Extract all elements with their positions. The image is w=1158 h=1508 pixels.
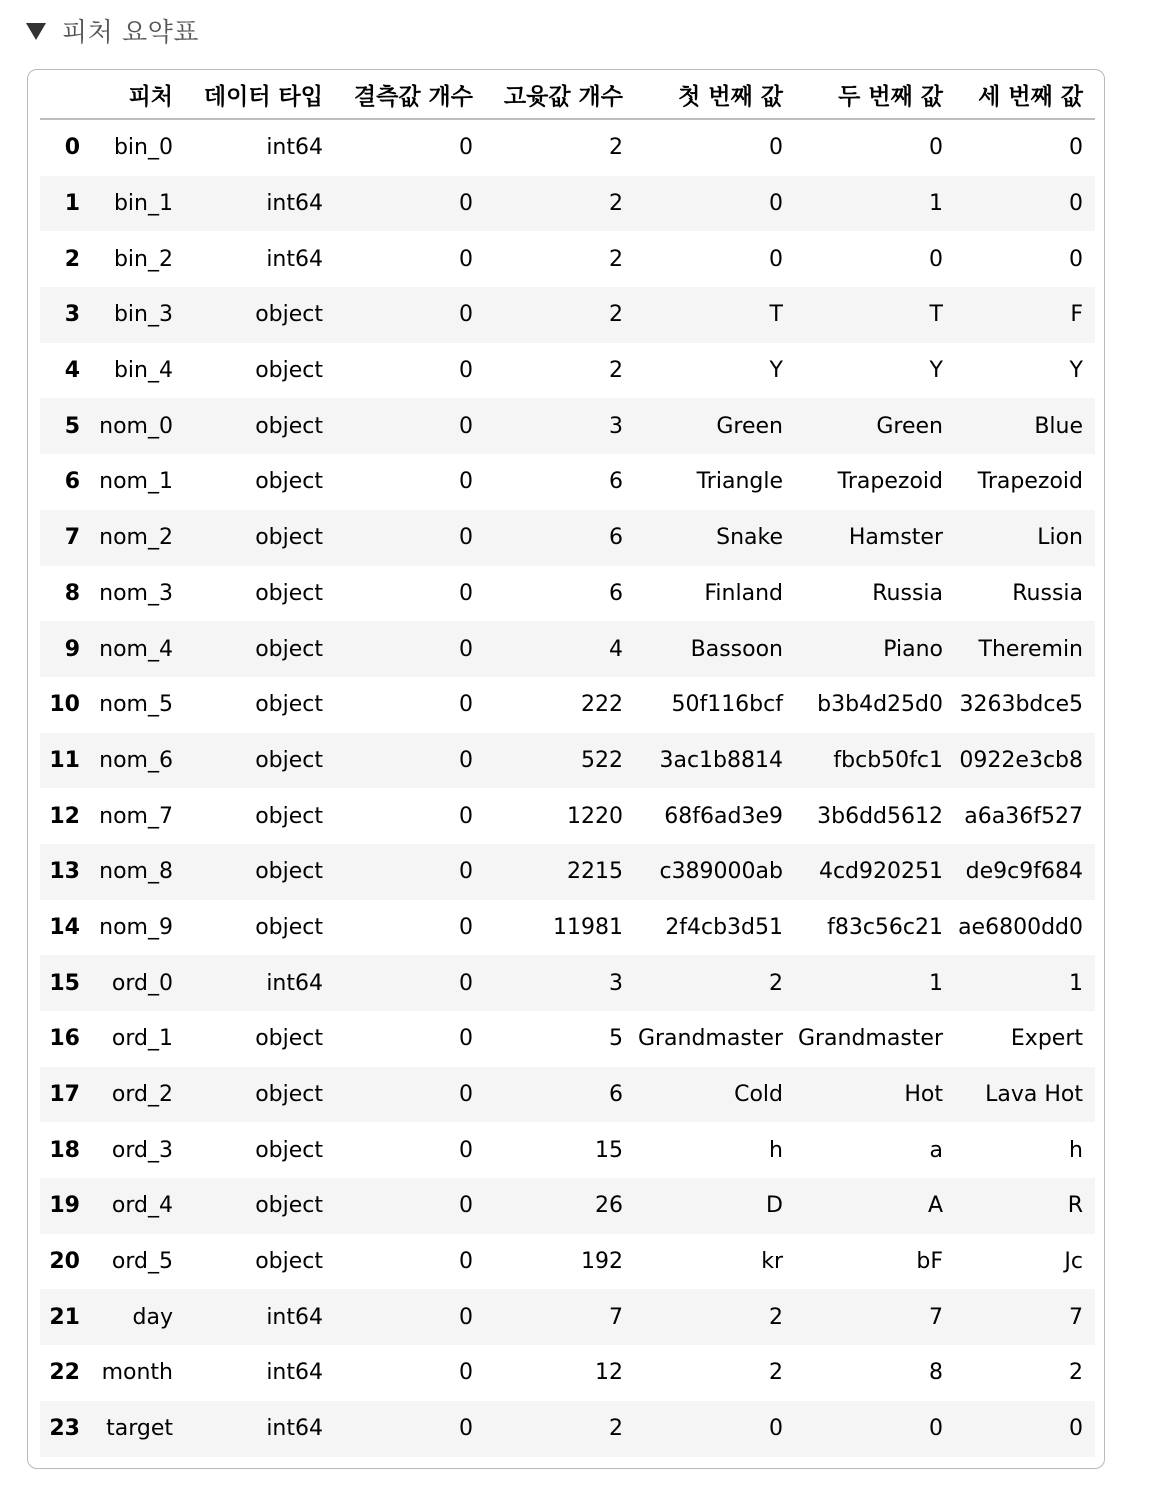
unique-count: 15 (595, 1137, 623, 1163)
second-value: 1 (929, 970, 943, 996)
second-value: 3b6dd5612 (817, 803, 943, 829)
unique-count: 2 (609, 135, 623, 161)
feature-name: ord_4 (111, 1193, 173, 1219)
data-type: int64 (266, 246, 323, 272)
table-row (40, 1401, 1095, 1457)
second-value: bF (916, 1249, 943, 1275)
row-index: 14 (49, 914, 80, 940)
feature-summary-table (40, 70, 1095, 1457)
row-index: 16 (49, 1026, 80, 1052)
data-type: object (255, 747, 323, 773)
second-value: 0 (929, 246, 943, 272)
unique-count: 2 (609, 302, 623, 328)
unique-count: 6 (609, 469, 623, 495)
feature-name: bin_1 (113, 191, 173, 217)
data-type: object (255, 413, 323, 439)
table-row (40, 1067, 1095, 1123)
data-type: object (255, 580, 323, 606)
feature-name: ord_3 (111, 1137, 173, 1163)
first-value: Triangle (696, 469, 783, 495)
second-value: Piano (883, 636, 943, 662)
table-body (40, 119, 1095, 1457)
feature-name: nom_2 (99, 525, 173, 551)
first-value: 2 (769, 1304, 783, 1330)
table-row (40, 733, 1095, 789)
missing-count: 0 (459, 469, 473, 495)
first-value: Finland (704, 580, 783, 606)
table-row (40, 454, 1095, 510)
table-row (40, 677, 1095, 733)
feature-name: bin_2 (113, 246, 173, 272)
unique-count: 2 (609, 246, 623, 272)
first-value: 50f116bcf (671, 692, 783, 718)
table-row (40, 398, 1095, 454)
section-title: 피처 요약표 (62, 17, 199, 48)
unique-count: 6 (609, 580, 623, 606)
third-value: 0 (1069, 191, 1083, 217)
first-value-header: 첫 번째 값 (635, 70, 795, 119)
missing-count: 0 (459, 525, 473, 551)
third-value: Jc (1064, 1249, 1083, 1275)
second-value: f83c56c21 (827, 914, 943, 940)
first-value: 0 (769, 1416, 783, 1442)
feature-name: bin_4 (113, 358, 173, 384)
feature-name: nom_9 (99, 914, 173, 940)
triangle-down-icon (26, 23, 46, 40)
third-value: 0 (1069, 135, 1083, 161)
data-type: object (255, 1193, 323, 1219)
data-type: object (255, 1137, 323, 1163)
data-type: object (255, 636, 323, 662)
second-value-header: 두 번째 값 (795, 70, 955, 119)
unique-count: 192 (581, 1249, 623, 1275)
row-index: 3 (64, 302, 80, 328)
third-value-header: 세 번째 값 (955, 70, 1095, 119)
unique-count: 11981 (553, 914, 623, 940)
data-type: int64 (266, 1416, 323, 1442)
missing-count: 0 (459, 358, 473, 384)
second-value: Hamster (848, 525, 943, 551)
data-type: object (255, 302, 323, 328)
unique-count: 2 (609, 1416, 623, 1442)
feature-name: nom_8 (99, 859, 173, 885)
table-row (40, 1122, 1095, 1178)
row-index: 6 (64, 469, 80, 495)
data-type: object (255, 859, 323, 885)
table-header-row (40, 70, 1095, 119)
row-index: 23 (49, 1416, 80, 1442)
missing-count: 0 (459, 1304, 473, 1330)
feature-name: target (106, 1416, 173, 1442)
row-index: 12 (49, 803, 80, 829)
missing-count: 0 (459, 302, 473, 328)
second-value: 0 (929, 135, 943, 161)
third-value: Russia (1012, 580, 1083, 606)
first-value: Cold (734, 1082, 783, 1108)
first-value: 68f6ad3e9 (664, 803, 783, 829)
feature-name: nom_1 (99, 469, 173, 495)
second-value: Grandmaster (797, 1026, 943, 1052)
feature-name: bin_0 (113, 135, 173, 161)
second-value: b3b4d25d0 (817, 692, 943, 718)
third-value: 0 (1069, 246, 1083, 272)
first-value: 2 (769, 970, 783, 996)
second-value: Hot (904, 1082, 943, 1108)
index-header (40, 70, 92, 119)
second-value: 0 (929, 1416, 943, 1442)
row-index: 8 (64, 580, 80, 606)
first-value: 0 (769, 246, 783, 272)
second-value: fbcb50fc1 (833, 747, 943, 773)
feature-name: month (101, 1360, 173, 1386)
first-value: Grandmaster (637, 1026, 783, 1052)
second-value: a (929, 1137, 943, 1163)
unique-count: 26 (595, 1193, 623, 1219)
unique-count: 4 (609, 636, 623, 662)
second-value: 1 (929, 191, 943, 217)
first-value: 0 (769, 191, 783, 217)
third-value: ae6800dd0 (958, 914, 1083, 940)
second-value: Russia (872, 580, 943, 606)
missing-count: 0 (459, 859, 473, 885)
row-index: 17 (49, 1082, 80, 1108)
missing-count: 0 (459, 1249, 473, 1275)
data-type: int64 (266, 1304, 323, 1330)
third-value: 3263bdce5 (959, 692, 1083, 718)
first-value: 2 (769, 1360, 783, 1386)
feature-name: nom_4 (99, 636, 173, 662)
third-value: Blue (1034, 413, 1083, 439)
table-row (40, 287, 1095, 343)
data-type: object (255, 692, 323, 718)
missing-count: 0 (459, 1416, 473, 1442)
first-value: Snake (716, 525, 783, 551)
data-type: object (255, 358, 323, 384)
row-index: 4 (64, 358, 80, 384)
third-value: R (1067, 1193, 1083, 1219)
third-value: h (1069, 1137, 1083, 1163)
row-index: 9 (64, 636, 80, 662)
missing-count: 0 (459, 1137, 473, 1163)
missing-count: 0 (459, 1193, 473, 1219)
missing-count: 0 (459, 1026, 473, 1052)
first-value: c389000ab (659, 859, 783, 885)
missing-count: 0 (459, 636, 473, 662)
unique-count: 7 (609, 1304, 623, 1330)
row-index: 0 (64, 135, 80, 161)
first-value: T (769, 302, 783, 328)
unique-count: 6 (609, 1082, 623, 1108)
unique-count: 2 (609, 191, 623, 217)
feature-name: nom_3 (99, 580, 173, 606)
second-value: 7 (929, 1304, 943, 1330)
missing-count: 0 (459, 803, 473, 829)
missing-count: 0 (459, 135, 473, 161)
data-type: object (255, 803, 323, 829)
missing-count: 0 (459, 413, 473, 439)
third-value: Trapezoid (977, 469, 1083, 495)
table-row (40, 231, 1095, 287)
first-value: D (766, 1193, 783, 1219)
first-value: Bassoon (690, 636, 783, 662)
unique-count: 3 (609, 970, 623, 996)
third-value: 7 (1069, 1304, 1083, 1330)
unique-count: 3 (609, 413, 623, 439)
third-value: Lava Hot (985, 1082, 1083, 1108)
second-value: Y (929, 358, 943, 384)
table-row (40, 621, 1095, 677)
dtype-header: 데이터 타입 (185, 70, 335, 119)
second-value: Trapezoid (837, 469, 943, 495)
table-row (40, 844, 1095, 900)
feature-name: nom_0 (99, 413, 173, 439)
missing-count: 0 (459, 580, 473, 606)
feature-name: ord_5 (111, 1249, 173, 1275)
row-index: 19 (49, 1193, 80, 1219)
row-index: 13 (49, 859, 80, 885)
missing-count: 0 (459, 1360, 473, 1386)
missing-count: 0 (459, 747, 473, 773)
first-value: 3ac1b8814 (659, 747, 783, 773)
missing-count: 0 (459, 246, 473, 272)
table-row (40, 566, 1095, 622)
row-index: 15 (49, 970, 80, 996)
feature-name: day (132, 1304, 173, 1330)
table-row (40, 788, 1095, 844)
table-row (40, 1289, 1095, 1345)
feature-name: nom_7 (99, 803, 173, 829)
table-row (40, 900, 1095, 956)
second-value: 4cd920251 (818, 859, 943, 885)
third-value: de9c9f684 (965, 859, 1083, 885)
feature-name: ord_2 (111, 1082, 173, 1108)
first-value: h (769, 1137, 783, 1163)
feature-header: 피처 (92, 70, 185, 119)
third-value: F (1070, 302, 1083, 328)
row-index: 22 (49, 1360, 80, 1386)
row-index: 5 (64, 413, 80, 439)
section-toggle[interactable] (26, 10, 199, 50)
feature-name: nom_6 (99, 747, 173, 773)
unique-count: 2 (609, 358, 623, 384)
row-index: 11 (49, 747, 80, 773)
data-type: object (255, 1026, 323, 1052)
data-type: object (255, 1082, 323, 1108)
third-value: 0 (1069, 1416, 1083, 1442)
unique-count: 6 (609, 525, 623, 551)
missing-count: 0 (459, 692, 473, 718)
missing-count: 0 (459, 914, 473, 940)
first-value: 0 (769, 135, 783, 161)
summary-table-card (27, 69, 1105, 1469)
missing-count: 0 (459, 191, 473, 217)
feature-name: ord_0 (111, 970, 173, 996)
data-type: object (255, 1249, 323, 1275)
third-value: a6a36f527 (964, 803, 1083, 829)
missing-count: 0 (459, 970, 473, 996)
second-value: T (929, 302, 943, 328)
unique-count: 1220 (567, 803, 623, 829)
feature-name: bin_3 (113, 302, 173, 328)
unique-count: 5 (609, 1026, 623, 1052)
data-type: int64 (266, 191, 323, 217)
table-row (40, 1345, 1095, 1401)
feature-name: ord_1 (111, 1026, 173, 1052)
data-type: object (255, 469, 323, 495)
third-value: Y (1069, 358, 1083, 384)
row-index: 2 (64, 246, 80, 272)
table-row (40, 176, 1095, 232)
missing-count-header: 결측값 개수 (335, 70, 485, 119)
row-index: 10 (49, 692, 80, 718)
data-type: int64 (266, 970, 323, 996)
row-index: 21 (49, 1304, 80, 1330)
first-value: Green (716, 413, 783, 439)
unique-count: 2215 (567, 859, 623, 885)
data-type: int64 (266, 1360, 323, 1386)
third-value: Expert (1010, 1026, 1083, 1052)
first-value: 2f4cb3d51 (665, 914, 783, 940)
missing-count: 0 (459, 1082, 473, 1108)
data-type: int64 (266, 135, 323, 161)
feature-name: nom_5 (99, 692, 173, 718)
data-type: object (255, 525, 323, 551)
third-value: Lion (1037, 525, 1083, 551)
row-index: 7 (64, 525, 80, 551)
third-value: 1 (1069, 970, 1083, 996)
table-row (40, 1011, 1095, 1067)
table-row (40, 1234, 1095, 1290)
table-row (40, 343, 1095, 399)
unique-count: 12 (595, 1360, 623, 1386)
unique-count: 222 (581, 692, 623, 718)
third-value: 2 (1069, 1360, 1083, 1386)
row-index: 18 (49, 1137, 80, 1163)
second-value: 8 (929, 1360, 943, 1386)
row-index: 20 (49, 1249, 80, 1275)
second-value: A (927, 1193, 943, 1219)
table-row (40, 955, 1095, 1011)
data-type: object (255, 914, 323, 940)
unique-count-header: 고윳값 개수 (485, 70, 635, 119)
second-value: Green (876, 413, 943, 439)
third-value: 0922e3cb8 (959, 747, 1083, 773)
third-value: Theremin (978, 636, 1083, 662)
first-value: Y (769, 358, 783, 384)
first-value: kr (761, 1249, 783, 1275)
table-row (40, 510, 1095, 566)
unique-count: 522 (581, 747, 623, 773)
table-row (40, 119, 1095, 176)
table-row (40, 1178, 1095, 1234)
row-index: 1 (64, 191, 80, 217)
